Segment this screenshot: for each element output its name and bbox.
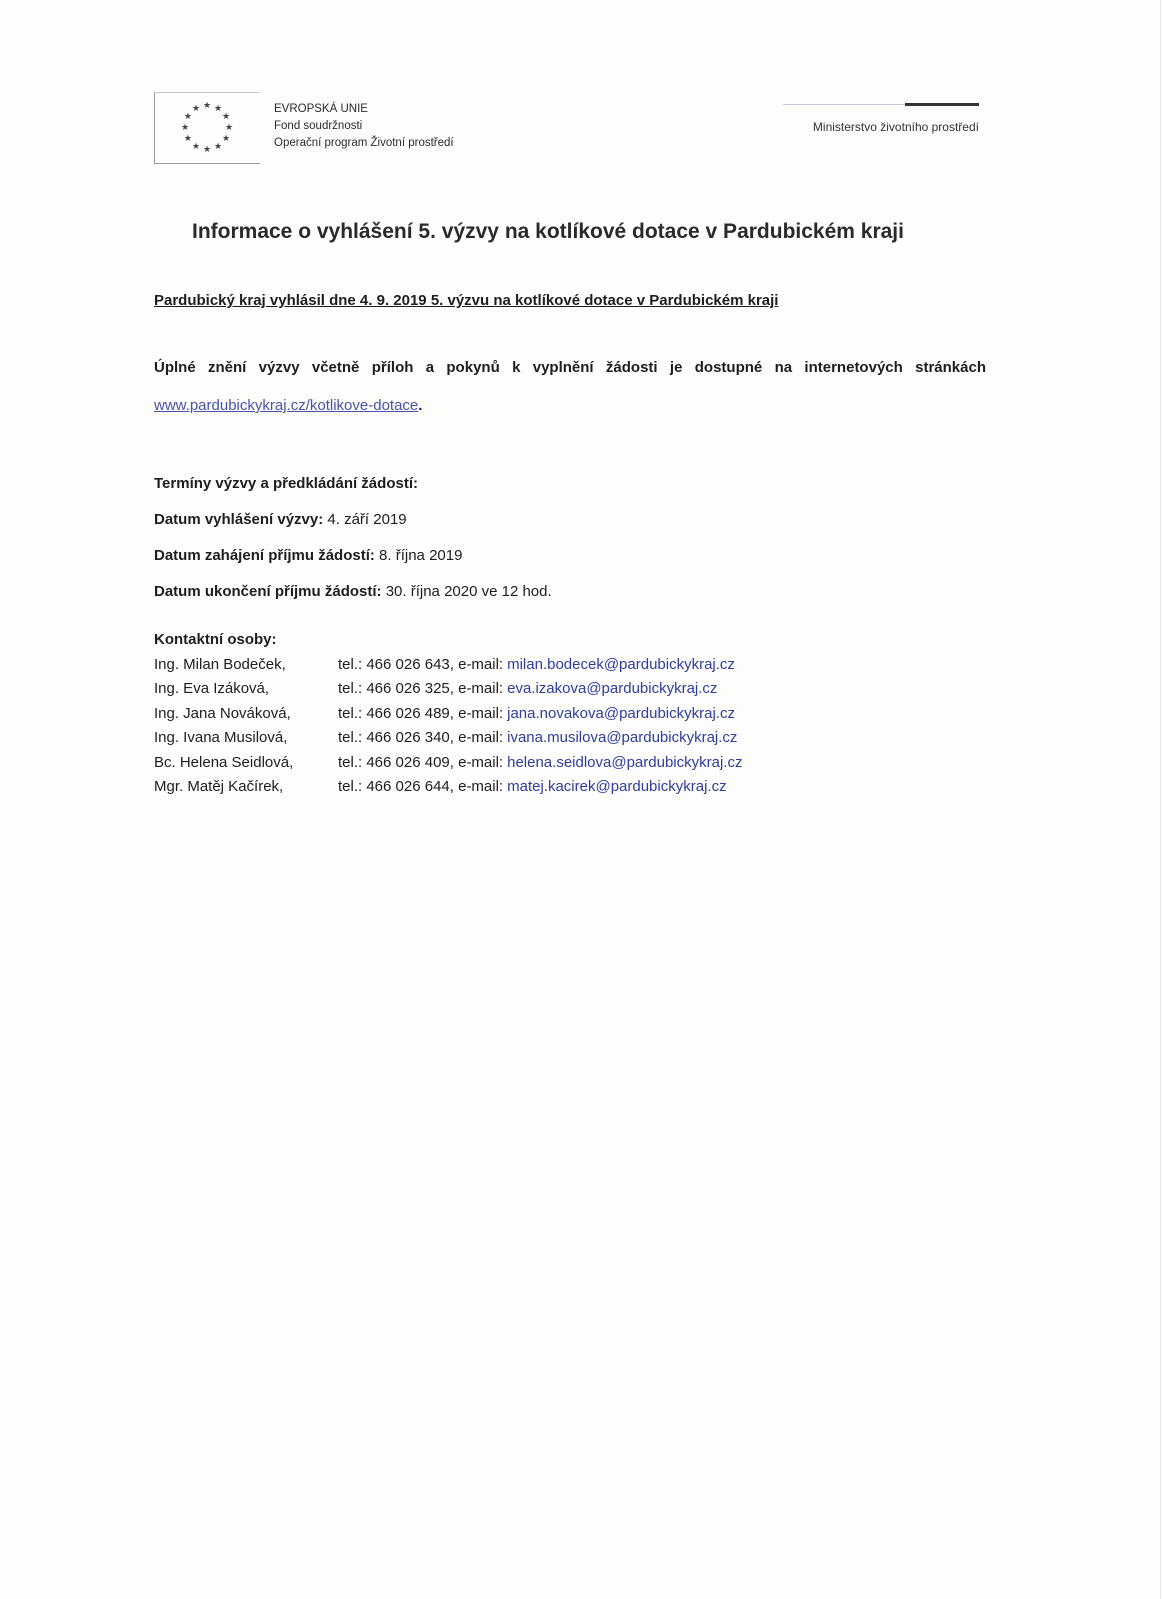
ministry-name: Ministerstvo životního prostředí [812, 120, 979, 134]
term-row [154, 574, 552, 610]
contact-row [154, 652, 742, 677]
contact-phone: tel.: 466 026 643, e-mail: [338, 655, 504, 673]
contact-phone: tel.: 466 026 644, e-mail: [338, 778, 504, 796]
contact-email[interactable]: matej.kacirek@pardubickykraj.cz [507, 778, 727, 796]
eu-star-icon: ★ [213, 102, 223, 113]
contact-phone: tel.: 466 026 325, e-mail: [338, 680, 504, 698]
contact-row [154, 775, 742, 800]
ministry-logo [783, 103, 979, 134]
announcement-line: Pardubický kraj vyhlásil dne 4. 9. 2019 5. výzvu na kotlíkové dotace v Pardubickém kraji [154, 292, 779, 309]
contacts-heading: Kontaktní osoby: [154, 631, 277, 648]
term-row [154, 538, 552, 574]
contact-email[interactable]: helena.seidlova@pardubickykraj.cz [507, 753, 743, 771]
contact-name: Ing. Jana Nováková, [154, 704, 291, 722]
eu-star-icon: ★ [224, 122, 234, 132]
terms-section [154, 466, 552, 610]
contact-row [154, 677, 742, 702]
term-value: 30. října 2020 ve 12 hod. [381, 583, 552, 600]
contacts-section [154, 631, 742, 799]
eu-star-icon: ★ [202, 100, 212, 110]
full-text-paragraph [154, 349, 986, 425]
contact-email[interactable]: jana.novakova@pardubickykraj.cz [507, 704, 735, 722]
ministry-logo-bar [783, 103, 979, 106]
contact-phone: tel.: 466 026 340, e-mail: [338, 729, 504, 747]
eu-star-icon: ★ [183, 111, 192, 121]
terms-heading: Termíny výzvy a předkládání žádostí: [154, 475, 418, 492]
term-value: 8. října 2019 [374, 547, 463, 564]
eu-line-2: Fond soudržnosti [274, 120, 363, 132]
contact-email[interactable]: milan.bodecek@pardubickykraj.cz [507, 655, 735, 673]
eu-star-icon: ★ [191, 141, 201, 152]
eu-star-icon: ★ [180, 122, 190, 132]
contact-name: Ing. Eva Izáková, [154, 680, 270, 698]
eu-star-icon: ★ [222, 133, 231, 143]
eu-line-1: EVROPSKÁ UNIE [274, 103, 368, 115]
kotlikove-dotace-link[interactable]: www.pardubickykraj.cz/kotlikove-dotace [154, 397, 419, 414]
eu-logo-frame [154, 92, 260, 164]
contact-row [154, 726, 742, 751]
term-label: Datum zahájení příjmu žádostí: [154, 547, 375, 564]
term-value: 4. září 2019 [323, 511, 407, 528]
contact-name: Ing. Ivana Musilová, [154, 729, 288, 747]
eu-line-3: Operační program Životní prostředí [274, 137, 454, 149]
contact-name: Mgr. Matěj Kačírek, [154, 778, 284, 796]
eu-programme-text [274, 101, 454, 152]
contact-name: Ing. Milan Bodeček, [154, 655, 286, 673]
contact-phone: tel.: 466 026 409, e-mail: [338, 753, 504, 771]
eu-star-icon: ★ [191, 102, 201, 113]
full-text-end: . [418, 397, 423, 414]
contact-name: Bc. Helena Seidlová, [154, 753, 294, 771]
eu-star-icon: ★ [202, 144, 212, 154]
full-text-intro: Úplné znění výzvy včetně příloh a pokynů k vyplnění žádosti je dostupné na internetových stránkách [154, 359, 986, 376]
contact-phone: tel.: 466 026 489, e-mail: [338, 704, 504, 722]
eu-stars-icon [173, 99, 241, 159]
term-row [154, 502, 552, 538]
document-title: Informace o vyhlášení 5. výzvy na kotlíkové dotace v Pardubickém kraji [192, 220, 904, 243]
contact-email[interactable]: ivana.musilova@pardubickykraj.cz [507, 729, 738, 747]
scan-edge [1160, 0, 1161, 1599]
term-label: Datum ukončení příjmu žádostí: [154, 583, 382, 600]
eu-star-icon: ★ [222, 111, 231, 121]
contact-email[interactable]: eva.izakova@pardubickykraj.cz [507, 680, 718, 698]
eu-star-icon: ★ [213, 141, 223, 152]
contact-row [154, 701, 742, 726]
eu-star-icon: ★ [183, 133, 192, 143]
contact-row [154, 750, 742, 775]
term-label: Datum vyhlášení výzvy: [154, 511, 324, 528]
